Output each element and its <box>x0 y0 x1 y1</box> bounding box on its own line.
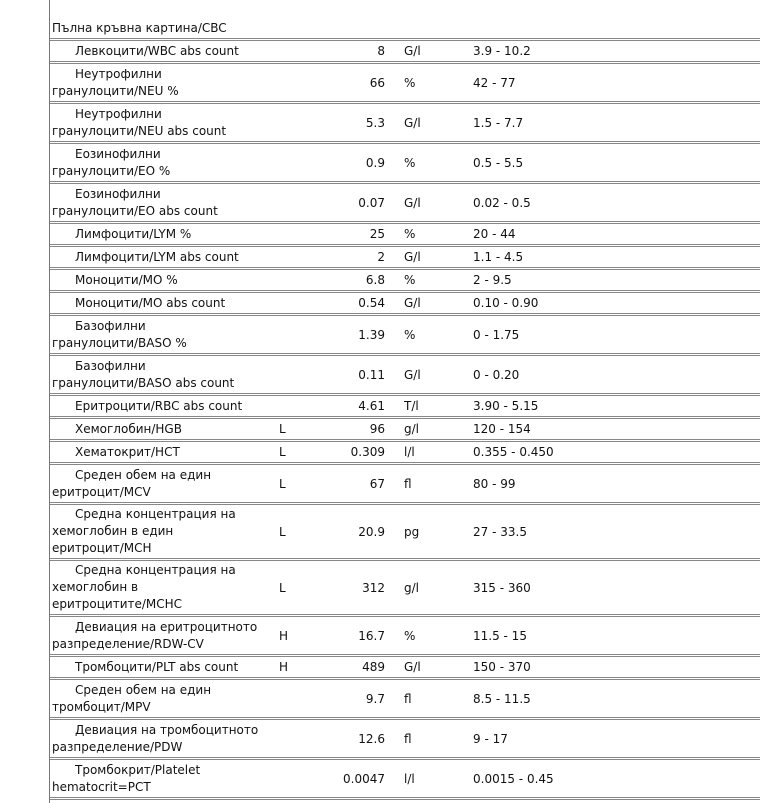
result-value: 0.07 <box>358 195 385 210</box>
test-name <box>50 562 280 613</box>
result-value: 66 <box>369 75 385 90</box>
reference-range: 2 - 9.5 <box>473 273 512 287</box>
test-name-line: гранулоцити/EO % <box>52 163 171 178</box>
test-name <box>50 106 280 140</box>
result-row <box>50 561 760 617</box>
test-name <box>50 249 280 266</box>
result-row <box>50 617 760 657</box>
reference-range: 315 - 360 <box>473 580 531 595</box>
result-row <box>50 41 760 64</box>
test-name <box>50 295 280 312</box>
result-value: 5.3 <box>365 115 385 130</box>
result-value: 8 <box>377 44 385 58</box>
test-name-line: еритроцит/MCV <box>52 484 151 499</box>
result-value: 0.54 <box>358 296 385 310</box>
result-unit: g/l <box>404 422 419 436</box>
result-unit: % <box>404 155 416 170</box>
test-name <box>50 146 280 180</box>
result-unit: % <box>404 628 416 643</box>
reference-range: 0 - 1.75 <box>473 327 520 342</box>
test-name <box>50 43 280 60</box>
test-name-line: еритроцит/MCH <box>52 541 152 555</box>
result-row <box>50 104 760 144</box>
result-unit: % <box>404 327 416 342</box>
result-row <box>50 396 760 419</box>
test-name-line: Средна концентрация на <box>75 563 236 577</box>
test-name-line: Средна концентрация на <box>75 507 236 521</box>
reference-range: 3.9 - 10.2 <box>473 44 531 58</box>
result-row <box>50 293 760 316</box>
result-value: 1.39 <box>358 327 385 342</box>
result-row <box>50 270 760 293</box>
reference-range: 80 - 99 <box>473 476 516 491</box>
reference-range: 27 - 33.5 <box>473 524 527 539</box>
result-value: 0.309 <box>350 445 385 459</box>
result-row <box>50 760 760 800</box>
result-value: 20.9 <box>358 524 385 539</box>
reference-range: 0.5 - 5.5 <box>473 155 524 170</box>
test-name-line: хемоглобин в <box>52 580 139 594</box>
test-name <box>50 682 280 716</box>
reference-range: 42 - 77 <box>473 75 516 90</box>
result-row <box>50 505 760 561</box>
reference-range: 9 - 17 <box>473 731 508 746</box>
reference-range: 20 - 44 <box>473 227 516 241</box>
result-row <box>50 680 760 720</box>
result-row <box>50 184 760 224</box>
test-name-line: гранулоцити/EO abs count <box>52 203 218 218</box>
result-flag: L <box>279 524 286 539</box>
result-value: 0.11 <box>358 367 385 382</box>
test-name <box>50 272 280 289</box>
test-name-line: Неутрофилни <box>75 66 162 81</box>
test-name-line: Тромбокрит/Platelet <box>75 762 201 777</box>
test-name-line: гранулоцити/BASO % <box>52 335 187 350</box>
test-name-line: гранулоцити/NEU abs count <box>52 123 227 138</box>
result-unit: fl <box>404 731 412 746</box>
result-value: 0.9 <box>365 155 385 170</box>
reference-range: 150 - 370 <box>473 660 531 674</box>
result-value: 0.0047 <box>343 771 385 786</box>
test-name <box>50 762 280 796</box>
result-flag: L <box>279 445 286 459</box>
test-name <box>50 506 280 557</box>
result-row <box>50 224 760 247</box>
result-unit: G/l <box>404 296 421 310</box>
test-name-line: Еозинофилни <box>75 186 161 201</box>
result-flag: L <box>279 422 286 436</box>
test-name <box>50 186 280 220</box>
result-unit: G/l <box>404 44 421 58</box>
reference-range: 0.355 - 0.450 <box>473 445 554 459</box>
test-name-line: Еритроцити/RBC abs count <box>75 398 243 413</box>
test-name <box>50 444 280 461</box>
result-value: 12.6 <box>358 731 385 746</box>
result-row <box>50 64 760 104</box>
test-name-line: Девиация на еритроцитното <box>75 619 258 634</box>
result-flag: L <box>279 580 286 595</box>
result-value: 16.7 <box>358 628 385 643</box>
reference-range: 1.5 - 7.7 <box>473 115 524 130</box>
test-name-line: разпределение/RDW-CV <box>52 636 204 651</box>
result-unit: G/l <box>404 195 421 210</box>
test-name <box>50 619 280 653</box>
result-row <box>50 657 760 680</box>
test-name-line: Среден обем на един <box>75 467 212 482</box>
test-name-line: Левкоцити/WBC abs count <box>75 43 239 58</box>
result-flag: L <box>279 476 286 491</box>
reference-range: 120 - 154 <box>473 422 531 436</box>
test-name-line: Еозинофилни <box>75 146 161 161</box>
result-unit: G/l <box>404 367 421 382</box>
result-unit: g/l <box>404 580 419 595</box>
test-name-line: гранулоцити/NEU % <box>52 83 179 98</box>
result-unit: G/l <box>404 660 421 674</box>
result-unit: fl <box>404 691 412 706</box>
result-row <box>50 316 760 356</box>
result-unit: T/l <box>404 399 419 413</box>
result-unit: G/l <box>404 250 421 264</box>
test-name-line: тромбоцит/MPV <box>52 699 151 714</box>
result-unit: pg <box>404 524 420 539</box>
test-name <box>50 318 280 352</box>
result-row <box>50 465 760 505</box>
reference-range: 0 - 0.20 <box>473 367 520 382</box>
test-name-line: Лимфоцити/LYM abs count <box>75 249 239 264</box>
test-name-line: гранулоцити/BASO abs count <box>52 375 235 390</box>
test-name <box>50 722 280 756</box>
result-value: 25 <box>369 227 385 241</box>
result-value: 489 <box>362 660 385 674</box>
test-name-line: разпределение/PDW <box>52 739 183 754</box>
test-name-line: Моноцити/MO % <box>75 272 178 287</box>
result-unit: % <box>404 75 416 90</box>
reference-range: 11.5 - 15 <box>473 628 527 643</box>
result-flag: H <box>279 660 289 674</box>
test-name-line: Среден обем на един <box>75 682 212 697</box>
reference-range: 0.10 - 0.90 <box>473 296 539 310</box>
test-name-line: Тромбоцити/PLT abs count <box>75 659 239 674</box>
results-table <box>50 38 760 800</box>
reference-range: 1.1 - 4.5 <box>473 250 524 264</box>
lab-results-sheet <box>49 0 760 803</box>
result-unit: fl <box>404 476 412 491</box>
result-value: 312 <box>362 580 385 595</box>
result-unit: l/l <box>404 445 415 459</box>
result-value: 6.8 <box>365 273 385 287</box>
result-row <box>50 720 760 760</box>
test-name-line: Хемоглобин/HGB <box>75 421 182 436</box>
result-row <box>50 419 760 442</box>
test-name <box>50 66 280 100</box>
result-value: 4.61 <box>358 399 385 413</box>
result-value: 96 <box>369 422 385 436</box>
result-unit: % <box>404 227 416 241</box>
test-name-line: Хематокрит/HCT <box>75 444 180 459</box>
result-unit: G/l <box>404 115 421 130</box>
result-value: 9.7 <box>365 691 385 706</box>
test-name-line: hematocrit=PCT <box>52 779 151 794</box>
reference-range: 8.5 - 11.5 <box>473 691 531 706</box>
test-name <box>50 467 280 501</box>
test-name <box>50 398 280 415</box>
result-row <box>50 144 760 184</box>
test-name-line: Девиация на тромбоцитното <box>75 722 259 737</box>
test-name-line: хемоглобин в един <box>52 524 174 538</box>
reference-range: 3.90 - 5.15 <box>473 399 539 413</box>
result-row <box>50 356 760 396</box>
result-unit: l/l <box>404 771 415 786</box>
test-name-line: Базофилни <box>75 358 146 373</box>
result-flag: H <box>279 628 289 643</box>
result-unit: % <box>404 273 416 287</box>
reference-range: 0.02 - 0.5 <box>473 195 531 210</box>
test-name <box>50 358 280 392</box>
test-name-line: Моноцити/MO abs count <box>75 295 226 310</box>
test-name-line: Базофилни <box>75 318 146 333</box>
test-name <box>50 659 280 676</box>
test-name <box>50 421 280 438</box>
result-row <box>50 247 760 270</box>
test-name-line: Лимфоцити/LYM % <box>75 226 192 241</box>
reference-range: 0.0015 - 0.45 <box>473 771 554 786</box>
test-name-line: Неутрофилни <box>75 106 162 121</box>
test-name <box>50 226 280 243</box>
result-row <box>50 442 760 465</box>
test-name-line: еритроцитите/MCHC <box>52 597 183 611</box>
result-value: 67 <box>369 476 385 491</box>
result-value: 2 <box>377 250 385 264</box>
section-title: Пълна кръвна картина/CBC <box>52 21 227 35</box>
